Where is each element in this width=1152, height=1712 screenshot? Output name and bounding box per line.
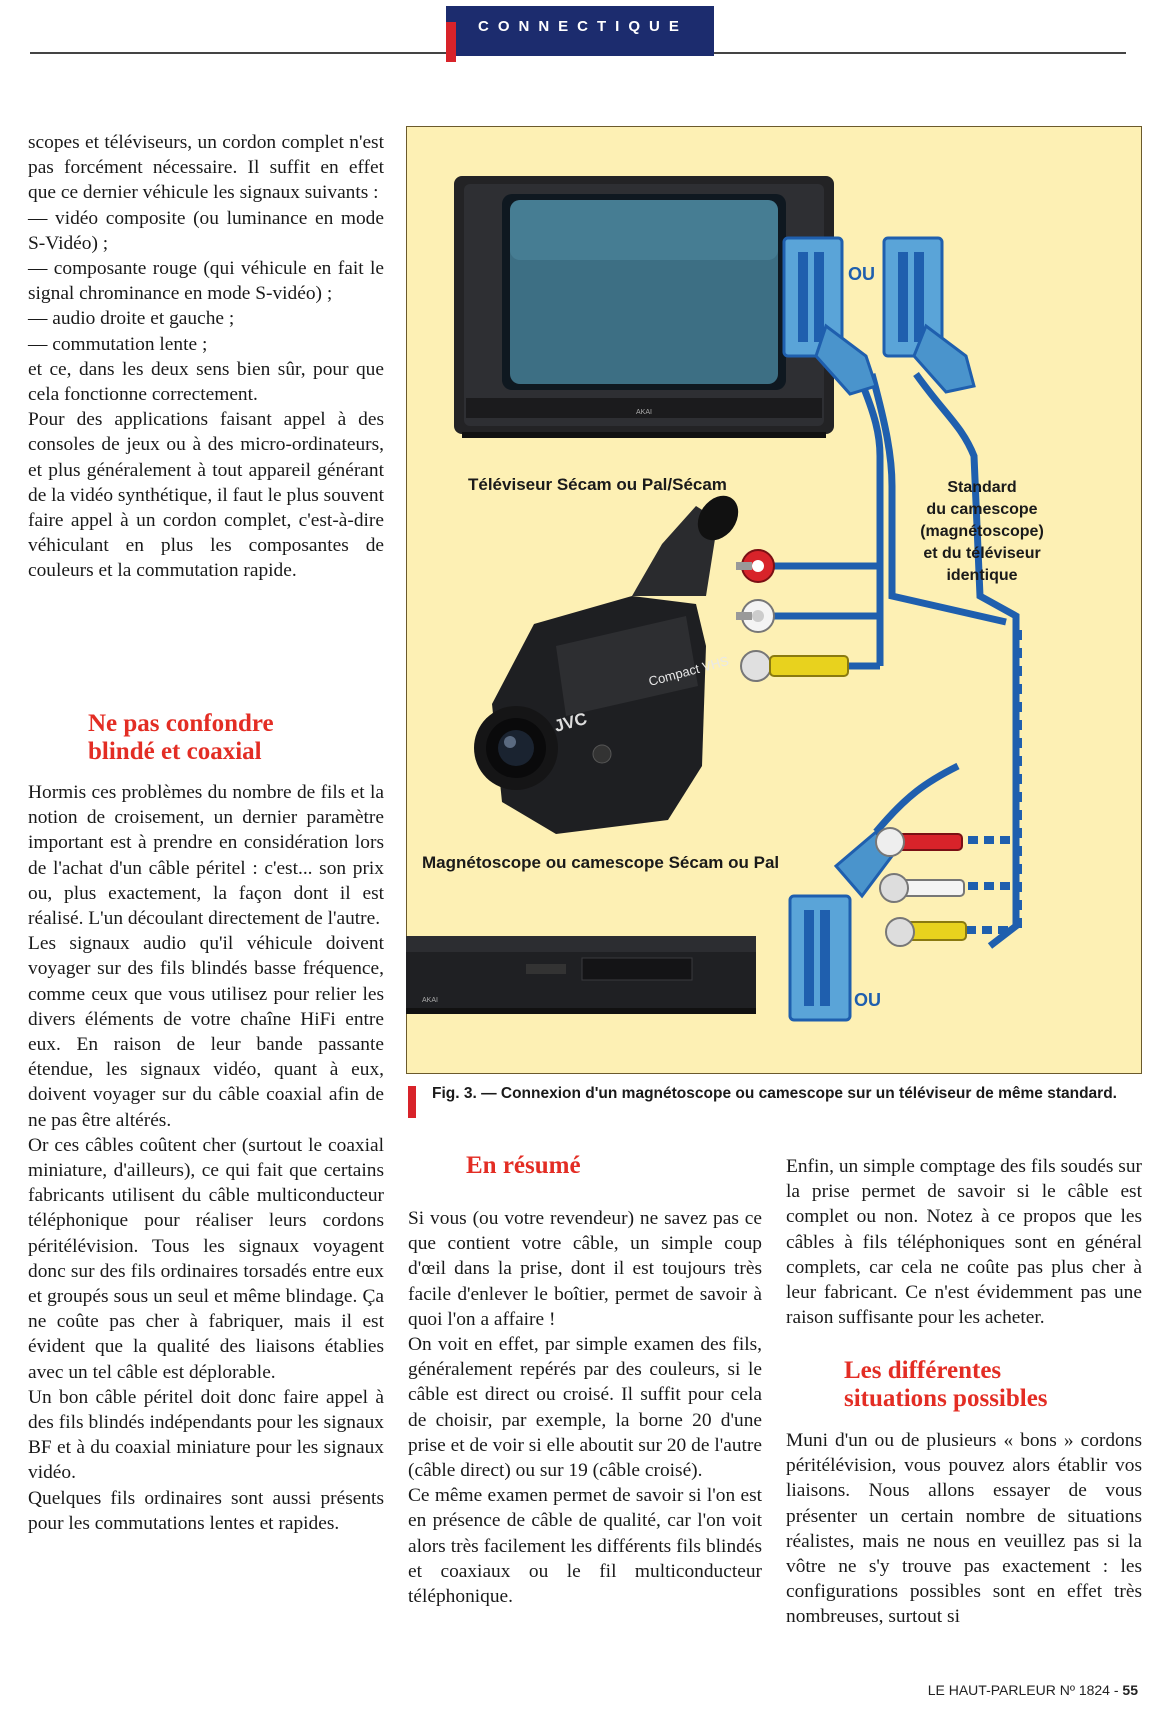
figure-caption: Fig. 3. — Connexion d'un magnétoscope ou camescope sur un téléviseur de même standard. xyxy=(432,1085,1117,1102)
paragraph: Quelques fils ordinaires sont aussi présents pour les commutations lentes et rapides. xyxy=(28,1487,384,1534)
heading-line: blindé et coaxial xyxy=(88,738,262,765)
paragraph: scopes et téléviseurs, un cordon complet n'est pas forcément nécessaire. Il suffit en effet que ce dernier véhicule les signaux suivants : xyxy=(28,132,384,204)
heading-en-resume: En résumé xyxy=(466,1152,581,1179)
heading-differentes-situations xyxy=(844,1357,1048,1413)
vcr-brand: AKAI xyxy=(422,997,438,1004)
section-title: CONNECTIQUE xyxy=(478,18,688,35)
rca-plug-white-bottom xyxy=(880,874,964,902)
camcorder-illustration xyxy=(474,488,747,834)
vcr-illustration xyxy=(406,936,756,1014)
caption-accent xyxy=(408,1086,416,1118)
section-tab-accent xyxy=(446,22,456,62)
page-footer xyxy=(928,1682,1138,1698)
list-item: — audio droite et gauche ; xyxy=(28,308,235,330)
tv-label: Téléviseur Sécam ou Pal/Sécam xyxy=(468,475,727,494)
camcorder-model-text: Compact VHS xyxy=(646,653,731,689)
page-number: 55 xyxy=(1122,1682,1138,1698)
svideo-plug-yellow xyxy=(741,651,848,681)
or-label-bottom: OU xyxy=(854,990,881,1010)
paragraph: Hormis ces problèmes du nombre de fils et la notion de croisement, un dernier paramètre important est à prendre en considération lors de l'achat d'un câble péritel : c'est... son prix ou, plus exactement, la façon dont il est réalisé. L'un découlant directement de l'autre. xyxy=(28,782,384,930)
standard-line: identique xyxy=(946,567,1018,584)
column-1-bottom xyxy=(28,780,384,1536)
television-illustration xyxy=(454,176,834,438)
column-3-bottom xyxy=(786,1428,1142,1630)
standard-line: (magnétoscope) xyxy=(920,523,1044,540)
paragraph: Ce même examen permet de savoir si l'on est en présence de câble de qualité, car l'on voit alors très facilement les différents fils blindés et coaxiaux ou le fil multiconducteur téléphonique. xyxy=(408,1485,762,1608)
paragraph: On voit en effet, par simple examen des fils, généralement repérés par des couleurs, si le câble est direct ou croisé. Il suffit pour cela de choisir, par exemple, la borne 20 d'une prise et de voir si elle aboutit sur 20 de l'autre (câble direct) ou sur 19 (câble croisé). xyxy=(408,1334,762,1482)
rca-plug-red-bottom xyxy=(876,828,962,856)
connection-diagram xyxy=(406,126,1142,1074)
svideo-plug-yellow-bottom xyxy=(886,918,966,946)
or-label-top: OU xyxy=(848,264,875,284)
column-3-top xyxy=(786,1154,1142,1330)
tv-brand: AKAI xyxy=(636,409,652,416)
vcr-label: Magnétoscope ou camescope Sécam ou Pal xyxy=(422,853,780,872)
standard-line: et du téléviseur xyxy=(923,545,1041,562)
heading-line: Ne pas confondre xyxy=(88,710,274,737)
paragraph: Un bon câble péritel doit donc faire appel à des fils blindés indépendants pour les signaux BF et à du coaxial miniature pour les signaux vidéo. xyxy=(28,1386,384,1484)
heading-line: Les différentes xyxy=(844,1357,1002,1384)
rca-plug-white xyxy=(736,600,774,632)
paragraph: Or ces câbles coûtent cher (surtout le coaxial miniature, d'ailleurs), ce qui fait que certains fabricants utilisent du câble multiconducteur téléphonique pour réaliser leurs cordons péritélévision. Tous les signaux voyagent donc sur des fils ordinaires torsadés entre eux et groupés sous un seul et même blindage. Ça ne coûte pas cher à fabriquer, mais il est évident que la qualité des liaisons établies avec un tel câble est déplorable. xyxy=(28,1134,384,1383)
paragraph: Muni d'un ou de plusieurs « bons » cordons péritélévision, vous pouvez alors établir vos liaisons. Nous allons essayer de vous présenter un certain nombre de situations réalistes, mais ne nous en veuillez pas si la vôtre ne s'y trouve pas exactement : les configurations possibles sont en effet très nombreuses, surtout si xyxy=(786,1430,1142,1628)
list-item: — composante rouge (qui véhicule en fait le signal chrominance en mode S-vidéo) ; xyxy=(28,258,384,305)
paragraph: Les signaux audio qu'il véhicule doivent voyager sur des fils blindés basse fréquence, comme ceux que vous utilisez pour relier les divers éléments de votre chaîne HiFi entre eux. En raison de leur bande passante étendue, les signaux vidéo, quant à eux, doivent voyager sur du câble coaxial afin de ne pas être altérés. xyxy=(28,933,384,1131)
list-item: — commutation lente ; xyxy=(28,333,208,355)
scart-plug-top-right xyxy=(884,238,974,392)
heading-line: situations possibles xyxy=(844,1385,1048,1412)
paragraph: Enfin, un simple comptage des fils soudés sur la prise permet de savoir si le câble est complet ou non. Notez à ce propos que les câbles à fils téléphoniques sont en général complets, car cela ne coûte pas plus cher à leur fabricant. Ce n'est évidemment pas une raison suffisante pour les acheter. xyxy=(786,1156,1142,1329)
standard-line: du camescope xyxy=(926,501,1038,518)
column-2 xyxy=(408,1206,762,1609)
camcorder-brand: JVC xyxy=(552,708,589,736)
standard-line: Standard xyxy=(947,479,1017,496)
paragraph: Pour des applications faisant appel à des consoles de jeux ou à des micro-ordinateurs, et plus généralement à tout appareil générant de la vidéo synthétique, il faut le plus souvent faire appel à un cordon complet, c'est-à-dire véhiculant en plus les composantes de couleurs et la commutation rapide. xyxy=(28,409,384,582)
publication-name: LE HAUT-PARLEUR Nº 1824 - xyxy=(927,1682,1123,1698)
paragraph: Si vous (ou votre revendeur) ne savez pas ce que contient votre câble, un simple coup d'œil dans la prise, dont il est toujours très facile d'enlever le boîtier, permet de savoir à quoi l'on a affaire ! xyxy=(408,1208,762,1330)
list-item: — vidéo composite (ou luminance en mode S-Vidéo) ; xyxy=(28,207,384,254)
standard-note xyxy=(920,479,1044,584)
paragraph: et ce, dans les deux sens bien sûr, pour que cela fonctionne correctement. xyxy=(28,358,384,406)
heading-ne-pas-confondre xyxy=(88,710,274,766)
column-1-top xyxy=(28,130,384,584)
rca-plug-red xyxy=(736,550,774,582)
